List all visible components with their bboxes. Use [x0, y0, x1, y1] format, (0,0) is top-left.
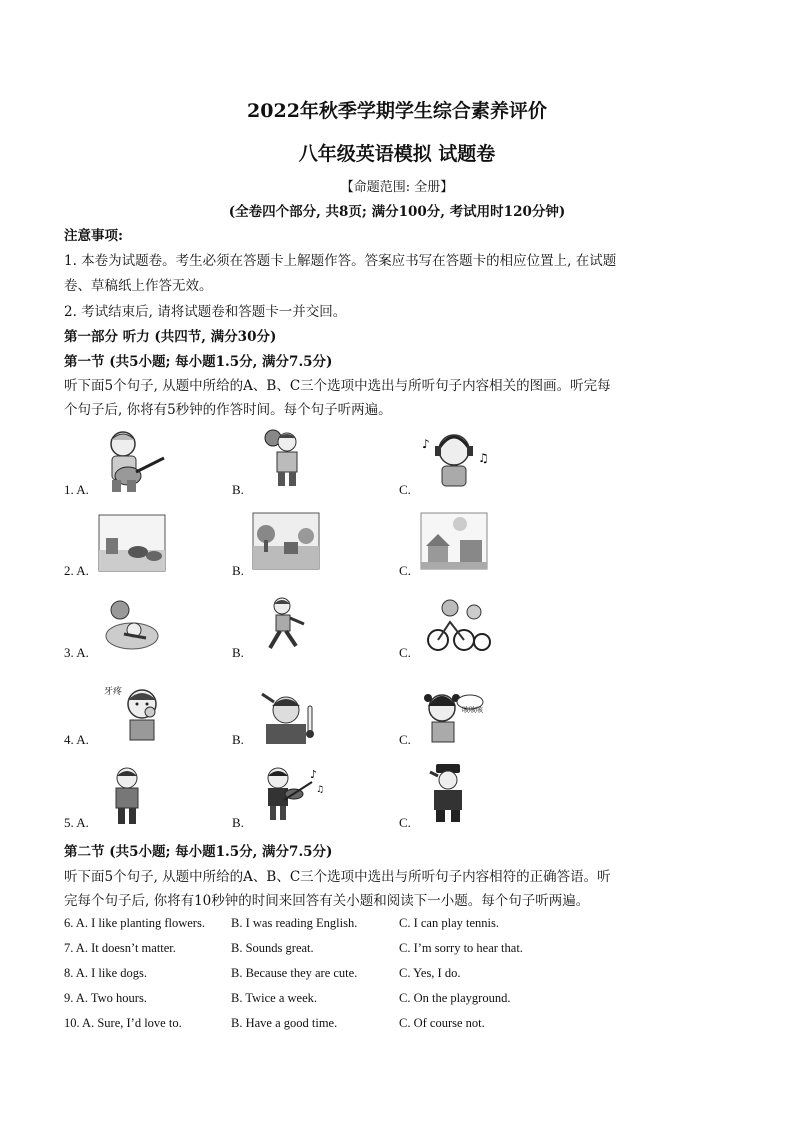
exam-subtitle: 八年级英语模拟 试题卷 — [298, 143, 496, 165]
q1-label-a: 1. A. — [64, 482, 89, 497]
boy-running-icon — [262, 596, 312, 656]
svg-text:♪: ♪ — [422, 437, 430, 451]
q6-option-b: B. I was reading English. — [231, 916, 358, 930]
q8-option-b: B. Because they are cute. — [231, 966, 358, 980]
q3-label-b: B. — [232, 645, 244, 660]
q7-option-a: 7. A. It doesn’t matter. — [64, 941, 176, 955]
q2-label-b: B. — [232, 563, 244, 578]
notice-item-2: 2. 考试结束后, 请将试题卷和答题卡一并交回。 — [64, 304, 347, 320]
q10-option-a: 10. A. Sure, I’d love to. — [64, 1016, 182, 1030]
q7-option-c: C. I’m sorry to hear that. — [399, 941, 523, 955]
exam-range: 【命题范围: 全册】 — [340, 180, 454, 195]
q8-option-a: 8. A. I like dogs. — [64, 966, 147, 980]
q1-label-c: C. — [399, 482, 411, 497]
q1-label-b: B. — [232, 482, 244, 497]
section1-instruction-line-2: 个句子后, 你将有5秒钟的作答时间。每个句子听两遍。 — [64, 402, 392, 418]
section2-heading: 第二节 (共5小题; 每小题1.5分, 满分7.5分) — [64, 844, 333, 860]
svg-text:♫: ♫ — [316, 785, 325, 795]
town-scene-icon — [420, 512, 488, 570]
boy-swimming-icon — [98, 598, 160, 654]
q10-option-c: C. Of course not. — [399, 1016, 485, 1030]
q9-option-b: B. Twice a week. — [231, 991, 318, 1005]
q8-option-c: C. Yes, I do. — [399, 966, 461, 980]
boy-fever-icon — [258, 692, 320, 744]
q4-label-a: 4. A. — [64, 732, 89, 747]
police-officer-icon — [424, 762, 472, 824]
section2-instruction-line-2: 完每个句子后, 你将有10秒钟的时间来回答有关小题和阅读下一小题。每个句子听两遍。 — [64, 893, 590, 909]
q3-label-a: 3. A. — [64, 645, 89, 660]
q6-option-c: C. I can play tennis. — [399, 916, 499, 930]
exam-title: 2022年秋季学期学生综合素养评价 — [247, 100, 547, 122]
section2-instruction-line-1: 听下面5个句子, 从题中所给的A、B、C三个选项中选出与所听句子内容相符的正确答语。听 — [64, 869, 611, 885]
q5-label-b: B. — [232, 815, 244, 830]
q10-option-b: B. Have a good time. — [231, 1016, 338, 1030]
section1-heading: 第一节 (共5小题; 每小题1.5分, 满分7.5分) — [64, 354, 333, 370]
notice-item-1-line-1: 1. 本卷为试题卷。考生必须在答题卡上解题作答。答案应书写在答题卡的相应位置上, 在试题 — [64, 253, 617, 269]
q4-label-c: C. — [399, 732, 411, 747]
boy-basketball-icon — [262, 428, 310, 490]
q7-option-b: B. Sounds great. — [231, 941, 314, 955]
girl-cough-icon — [422, 688, 484, 746]
q5-label-a: 5. A. — [64, 815, 89, 830]
svg-text:♫: ♫ — [478, 451, 489, 465]
exam-meta: (全卷四个部分, 共8页; 满分100分, 考试用时120分钟) — [228, 204, 566, 220]
girl-headphones-icon — [420, 428, 490, 490]
q2-label-c: C. — [399, 563, 411, 578]
q3-label-c: C. — [399, 645, 411, 660]
svg-text:♪: ♪ — [310, 768, 318, 781]
q5-label-c: C. — [399, 815, 411, 830]
q9-option-c: C. On the playground. — [399, 991, 511, 1005]
q9-option-a: 9. A. Two hours. — [64, 991, 147, 1005]
notice-heading: 注意事项: — [64, 228, 123, 244]
toothache-label: 牙疼 — [104, 687, 123, 697]
farm-scene-icon — [98, 514, 166, 572]
boy-standing-icon — [108, 766, 146, 826]
q6-option-a: 6. A. I like planting flowers. — [64, 916, 205, 930]
boy-violin-icon — [254, 764, 326, 822]
cycling-icon — [426, 596, 492, 654]
notice-item-1-line-2: 卷、草稿纸上作答无效。 — [64, 278, 213, 294]
park-scene-icon — [252, 512, 320, 570]
boy-toothache-icon — [120, 684, 164, 742]
cough-label: 咳咳咳 — [462, 706, 483, 714]
section1-instruction-line-1: 听下面5个句子, 从题中所给的A、B、C三个选项中选出与所听句子内容相关的图画。听完每 — [64, 378, 611, 394]
boy-guitar-icon — [98, 428, 168, 494]
q4-label-b: B. — [232, 732, 244, 747]
part1-heading: 第一部分 听力 (共四节, 满分30分) — [64, 329, 277, 345]
q2-label-a: 2. A. — [64, 563, 89, 578]
